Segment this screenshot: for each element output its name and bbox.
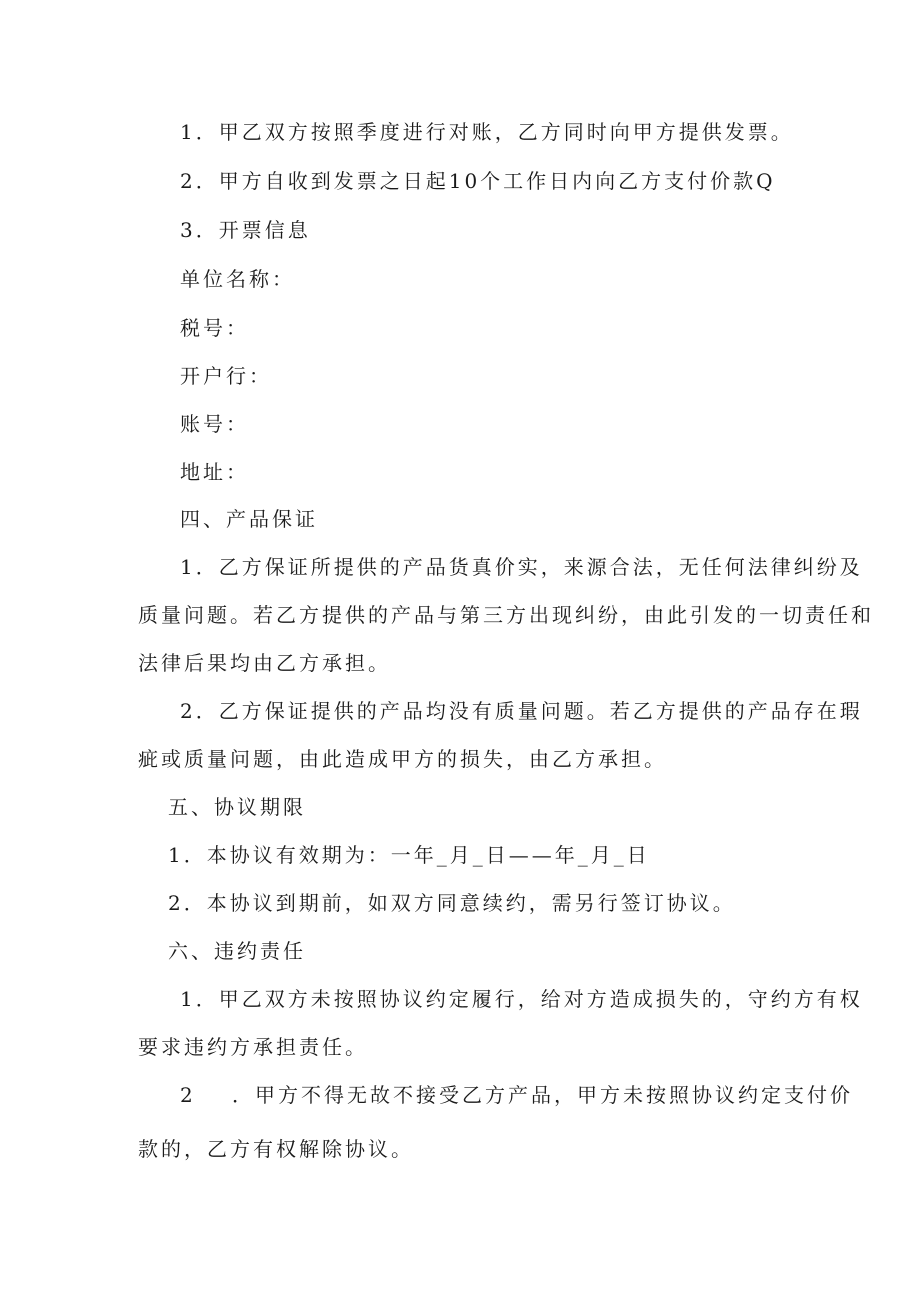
section-heading-liability: 六、违约责任 (168, 939, 306, 963)
payment-item-1: 1．甲乙双方按照季度进行对账，乙方同时向甲方提供发票。 (180, 120, 794, 144)
section-heading-product-guarantee: 四、产品保证 (180, 507, 318, 531)
guarantee-item-2-line-1: 2．乙方保证提供的产品均没有质量问题。若乙方提供的产品存在瑕 (180, 699, 863, 723)
invoice-field-account: 账号： (180, 412, 249, 436)
liability-item-2-number: 2 (180, 1083, 196, 1107)
payment-item-2: 2．甲方自收到发票之日起10个工作日内向乙方支付价款Q (180, 169, 776, 193)
invoice-info-heading: 3．开票信息 (180, 218, 311, 242)
guarantee-item-1-line-2: 质量问题。若乙方提供的产品与第三方出现纠纷，由此引发的一切责任和 (138, 603, 874, 627)
invoice-field-address: 地址： (180, 460, 249, 484)
invoice-field-bank: 开户行： (180, 364, 272, 388)
liability-item-1-line-1: 1．甲乙双方未按照协议约定履行，给对方造成损失的，守约方有权 (180, 987, 863, 1011)
guarantee-item-1-line-3: 法律后果均由乙方承担。 (138, 651, 391, 675)
term-item-2: 2．本协议到期前，如双方同意续约，需另行签订协议。 (168, 891, 736, 915)
term-item-1: 1．本协议有效期为：一年_月_日——年_月_日 (168, 843, 650, 867)
invoice-field-unit-name: 单位名称： (180, 267, 295, 291)
guarantee-item-1-line-1: 1．乙方保证所提供的产品货真价实，来源合法，无任何法律纠纷及 (180, 555, 863, 579)
liability-item-1-line-2: 要求违约方承担责任。 (138, 1035, 368, 1059)
liability-item-2-line-1: ．甲方不得无故不接受乙方产品，甲方未按照协议约定支付价 (232, 1083, 853, 1107)
guarantee-item-2-line-2: 疵或质量问题，由此造成甲方的损失，由乙方承担。 (138, 747, 667, 771)
liability-item-2-line-2: 款的，乙方有权解除协议。 (138, 1137, 414, 1161)
section-heading-agreement-term: 五、协议期限 (168, 795, 306, 819)
invoice-field-tax-no: 税号： (180, 316, 249, 340)
